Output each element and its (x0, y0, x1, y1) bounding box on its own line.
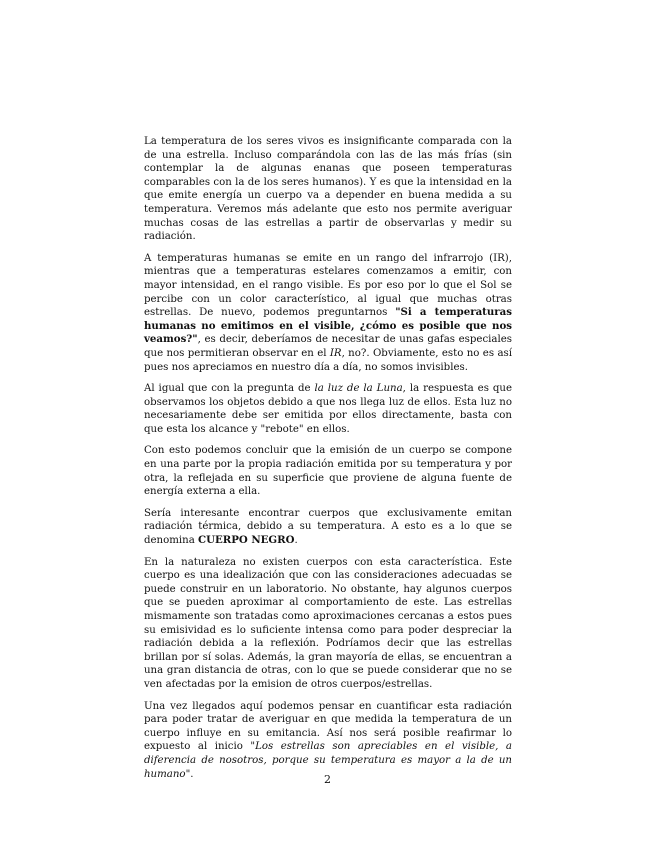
paragraph-2-text-1: A temperaturas humanas se emite en un rango del infrarrojo (IR), mientras que a temperaturas estelares comenzamos a emitir, con mayor intensidad, en el rango visible. Es por eso por lo que el Sol se percibe con un color característico, al igual que muchas otras estrellas. De nuevo, podemos preguntarnos (144, 252, 512, 319)
paragraph-6: En la naturaleza no existen cuerpos con esta característica. Este cuerpo es una idealización que con las consideraciones adecuadas se puede construir en un laboratorio. No obstante, hay algunos cuerpos que se pueden aproximar al comportamiento de este. Las estrellas mismamente son tratadas como aproximaciones cercanas a estos pues su emisividad es lo suficiente intensa como para poder despreciar la radiación debida a la reflexión. Podríamos decir que las estrellas brillan por sí solas. Además, la gran mayoría de ellas, se encuentran a una gran distancia de otras, con lo que se puede considerar que no se ven afectadas por la emision de otros cuerpos/estrellas. (144, 556, 512, 690)
paragraph-5-term: CUERPO NEGRO (198, 534, 295, 547)
paragraph-3 (144, 382, 512, 436)
paragraph-3-text-2: , la respuesta es que observamos los objetos debido a que nos llega luz de ellos. Esta luz no necesariamente debe ser emitida por ellos directamente, basta con que esta los alcance y "rebote" en ellos. (144, 383, 512, 435)
paragraph-5-text-2: . (294, 535, 298, 547)
paragraph-7-quote: Los estrellas son apreciables en el visible, a diferencia de nosotros, porque su temperatura es mayor a la de un humano (144, 741, 512, 780)
paragraph-7-text-2: ". (185, 768, 194, 780)
page-number: 2 (324, 773, 331, 786)
paragraph-2-text-3: , no?. Obviamente, esto no es así pues nos apreciamos en nuestro día a día, no somos invisibles. (144, 347, 512, 373)
paragraph-7 (144, 700, 512, 782)
paragraph-4: Con esto podemos concluir que la emisión de un cuerpo se compone en una parte por la propia radiación emitida por su temperatura y por otra, la reflejada en su superficie que proviene de alguna fuente de energía externa a ella. (144, 445, 512, 498)
document-body (144, 135, 512, 789)
paragraph-1: La temperatura de los seres vivos es insignificante comparada con la de una estrella. Incluso comparándola con las de las más frías (sin contemplar la de algunas enanas que poseen temperaturas comparables con la de los seres humanos). Y es que la intensidad en la que emite energía un cuerpo va a depender en buena medida a su temperatura. Veremos más adelante que esto nos permite averiguar muchas cosas de las estrellas a partir de observarlas y medir su radiación. (144, 136, 512, 243)
paragraph-5-text-1: Sería interesante encontrar cuerpos que exclusivamente emitan radiación térmica, debido a su temperatura. A esto es a lo que se denomina (144, 507, 512, 547)
paragraph-3-reference: la luz de la Luna (314, 383, 403, 395)
paragraph-5 (144, 507, 512, 548)
paragraph-2-question: "Si a temperaturas humanas no emitimos en el visible, ¿cómo es posible que nos veamos?" (144, 306, 512, 346)
paragraph-2-ir-symbol: IR (329, 347, 342, 359)
paragraph-2-text-2: , es decir, deberíamos de necesitar de unas gafas especiales que nos permitieran observar en el (144, 334, 512, 359)
paragraph-3-text-1: Al igual que con la pregunta de (144, 383, 315, 395)
paragraph-2 (144, 252, 512, 374)
paragraph-7-text-1: Una vez llegados aquí podemos pensar en cuantificar esta radiación para poder tratar de averiguar en que medida la temperatura de un cuerpo influye en su emitancia. Así nos será posible reafirmar lo expuesto al inicio " (144, 700, 512, 753)
